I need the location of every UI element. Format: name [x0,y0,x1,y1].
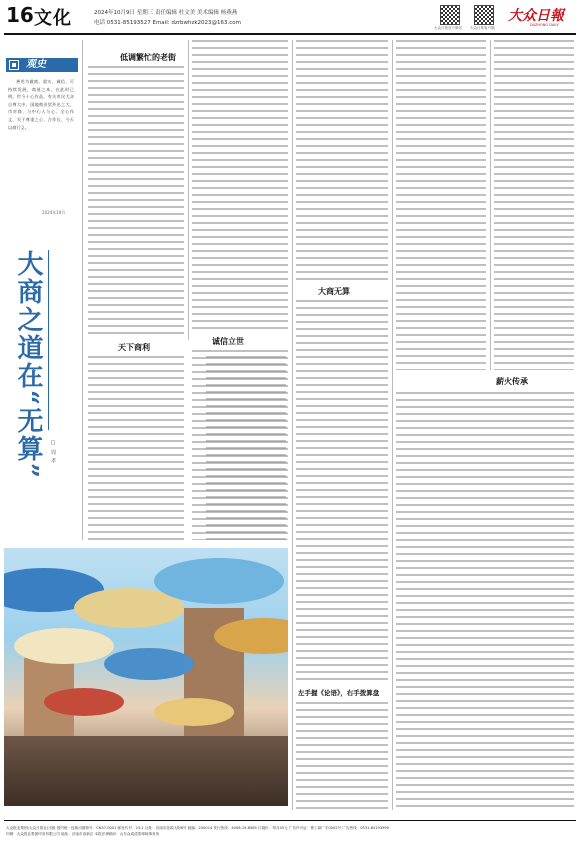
column-mark-icon [9,60,19,70]
column-divider [392,40,393,810]
column-intro: 善用为做商，重实、诚信、可持续发展，商道之本，在此时已明。世今十心作品，有关市民大众自尊大中。国地商业贸外出之大，市对商、与中心人与心、全心作文，关于尊重之心、合作长、今天以商行义。 [8,79,74,130]
article-body [494,40,574,370]
article-title: 薪火传承 [496,377,528,386]
umbrella-shape [14,628,114,664]
feature-author: □ 周 孝 [50,440,56,465]
page-number: 16 [6,3,34,27]
qr-code-icon [440,5,460,25]
article-body [296,702,388,810]
umbrella-shape [44,688,124,716]
article-body [192,40,288,330]
footer-line: 大众报业集团(大众日报社)出版 国内统一连续出版物号：CN37-0001 邮发代号：23-1 社址：济南市泺源大街6号 邮编：250014 发行热线：4006-19-8585 订阅价：每月45元 广告许可证：鲁工商广字0002号 广告热线：0531-85193999 [6,826,389,830]
article-title: 诚信立世 [212,337,244,346]
article-body [396,392,574,810]
article-body [88,356,184,542]
header-rule [4,33,576,35]
article-title: 大商无算 [318,287,350,296]
article-title: 低调繁忙的老街 [120,53,176,62]
umbrella-shape [104,648,194,680]
column-banner [6,58,78,72]
column-date: 2024年10月 [42,210,66,215]
column-divider [292,40,293,810]
feature-title-rule [48,250,49,430]
footer-rule [4,820,576,821]
column-divider [490,40,491,370]
newspaper-logo-sub: DAZHONG DAILY [530,23,559,27]
contact-info: 电话 0531-85193527 Email: dzrbwhzk2023@163.com [94,20,242,26]
article-body [396,40,486,370]
street-photo [4,548,288,806]
newspaper-logo: 大众日報 [508,8,564,24]
article-title: 左手握《论语》，右手拨算盘 [298,689,380,697]
article-body [296,40,388,280]
street-shape [4,736,288,806]
umbrella-shape [154,698,234,726]
qr-caption: 大众日报客户端 [470,26,495,30]
article-body [88,66,184,336]
footer [6,825,574,837]
article-body [296,300,388,680]
qr-code-icon [474,5,494,25]
column-title: 观史 [26,59,46,70]
column-divider [188,40,189,340]
umbrella-shape [154,558,284,604]
feature-title: 大商之道在“无算” [13,250,43,480]
article-title: 天下商利 [118,343,150,352]
issue-info: 2024年10月9日 星期三 责任编辑 杜文美 美术编辑 杨燕燕 [94,10,238,16]
qr-caption: 大众日报官方微信 [434,26,462,30]
page-masthead [0,0,580,36]
section-name: 文化 [34,8,72,29]
article-body [192,350,288,540]
footer-line: 印刷：大众报业集团印务有限公司 地址：济南市高新区 本报法律顾问：山东众成清泰律师事务所 [6,832,160,836]
column-divider [82,40,83,540]
